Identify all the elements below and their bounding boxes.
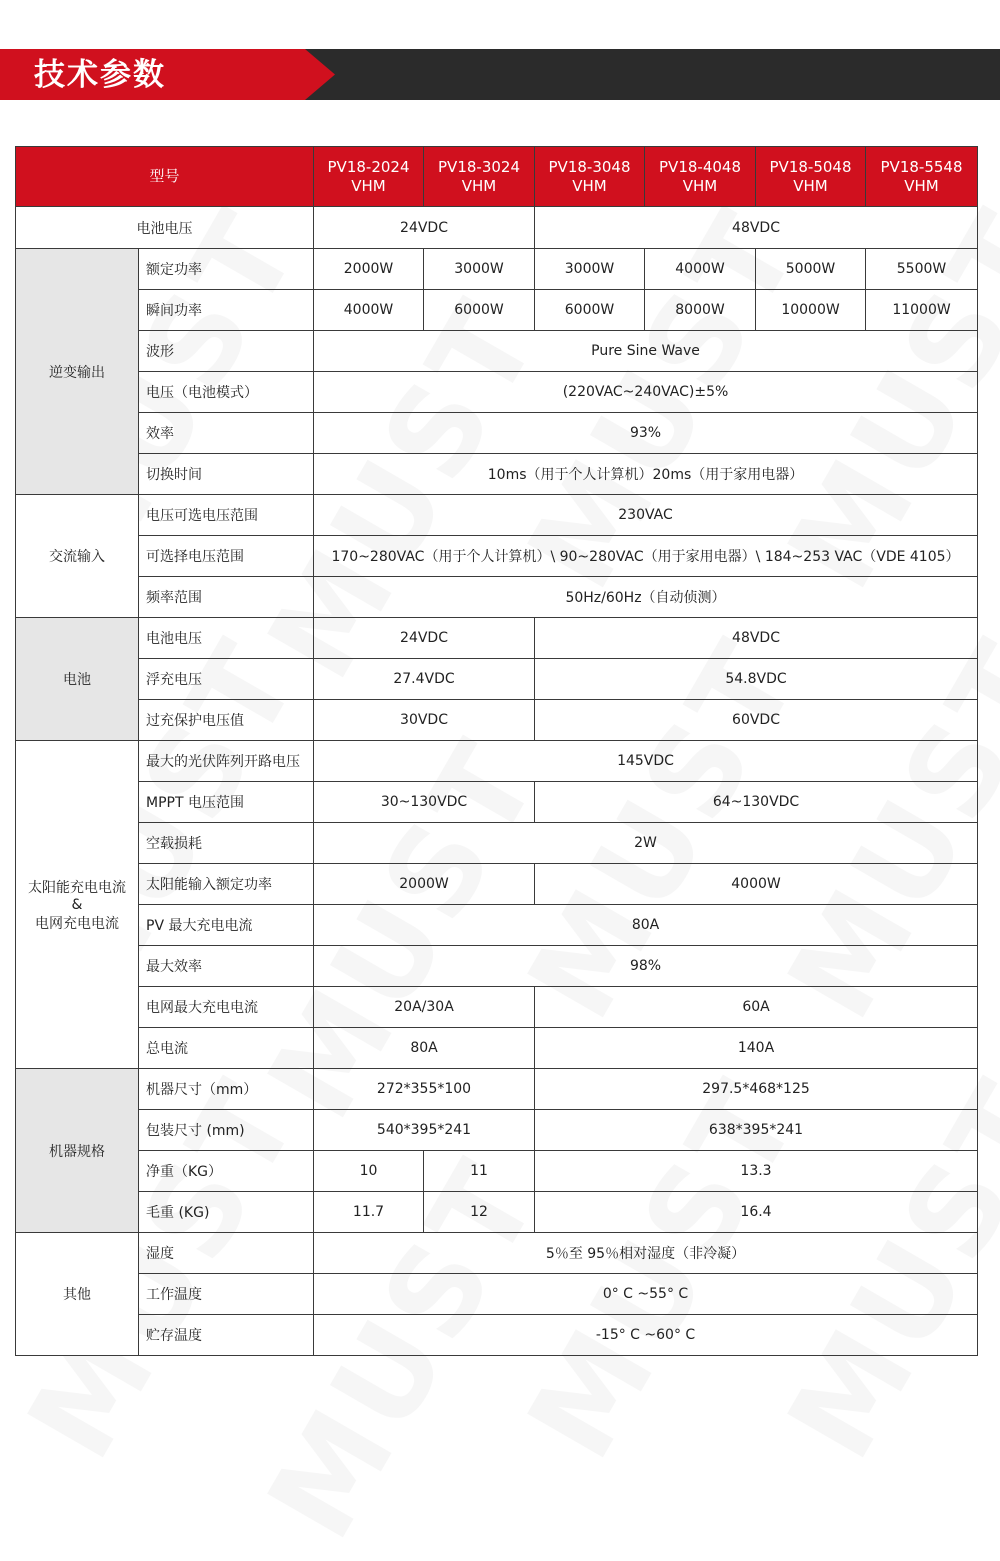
- table-row: [16, 782, 978, 823]
- model-header: PV18-4048 VHM: [645, 147, 756, 207]
- row-label: 电网最大充电电流: [139, 987, 314, 1028]
- row-label: 电压（电池模式）: [139, 372, 314, 413]
- cell-value: 20A/30A: [314, 987, 535, 1028]
- cell-value: 4000W: [645, 249, 756, 290]
- cell-value: 10: [314, 1151, 424, 1192]
- row-label: 工作温度: [139, 1274, 314, 1315]
- row-label: 电压可选电压范围: [139, 495, 314, 536]
- cell-value: 8000W: [645, 290, 756, 331]
- table-row: [16, 577, 978, 618]
- table-row: [16, 618, 978, 659]
- model-label: 型号: [16, 147, 314, 207]
- model-header: PV18-2024 VHM: [314, 147, 424, 207]
- table-row: [16, 864, 978, 905]
- cell-value: 10ms（用于个人计算机）20ms（用于家用电器）: [314, 454, 978, 495]
- cell-value: 80A: [314, 1028, 535, 1069]
- cell-value: 6000W: [535, 290, 645, 331]
- cell-value: 54.8VDC: [535, 659, 978, 700]
- category-inverter: 逆变输出: [16, 249, 139, 495]
- table-row: [16, 741, 978, 782]
- category-solar: 太阳能充电电流 & 电网充电电流: [16, 741, 139, 1069]
- cell-value: 3000W: [424, 249, 535, 290]
- table-row: [16, 495, 978, 536]
- cell-value: 24VDC: [314, 207, 535, 249]
- cell-value: 2000W: [314, 249, 424, 290]
- cell-value: 24VDC: [314, 618, 535, 659]
- table-row: [16, 659, 978, 700]
- table-row: [16, 290, 978, 331]
- model-header: PV18-5048 VHM: [756, 147, 866, 207]
- cell-value: 11.7: [314, 1192, 424, 1233]
- category-machine: 机器规格: [16, 1069, 139, 1233]
- cell-value: 2000W: [314, 864, 535, 905]
- cell-value: 170~280VAC（用于个人计算机）\ 90~280VAC（用于家用电器）\ 184~253 VAC（VDE 4105）: [314, 536, 978, 577]
- cell-value: 60VDC: [535, 700, 978, 741]
- table-row: [16, 1110, 978, 1151]
- cell-value: (220VAC~240VAC)±5%: [314, 372, 978, 413]
- cell-value: 30~130VDC: [314, 782, 535, 823]
- row-label: 毛重 (KG): [139, 1192, 314, 1233]
- cell-value: 93%: [314, 413, 978, 454]
- table-row: [16, 1192, 978, 1233]
- cell-value: 80A: [314, 905, 978, 946]
- cell-value: 48VDC: [535, 207, 978, 249]
- model-header: PV18-5548 VHM: [866, 147, 978, 207]
- table-header-row: [16, 147, 978, 207]
- cell-value: 0° C ~55° C: [314, 1274, 978, 1315]
- table-row: [16, 1315, 978, 1356]
- page-title: 技术参数: [34, 57, 166, 93]
- row-label: 效率: [139, 413, 314, 454]
- table-row: [16, 207, 978, 249]
- table-row: [16, 413, 978, 454]
- table-row: [16, 987, 978, 1028]
- cell-value: 11: [424, 1151, 535, 1192]
- cell-value: 272*355*100: [314, 1069, 535, 1110]
- row-label: 机器尺寸（mm）: [139, 1069, 314, 1110]
- table-row: [16, 372, 978, 413]
- row-label: 太阳能输入额定功率: [139, 864, 314, 905]
- row-label: 总电流: [139, 1028, 314, 1069]
- table-row: [16, 454, 978, 495]
- cell-value: 540*395*241: [314, 1110, 535, 1151]
- category-other: 其他: [16, 1233, 139, 1356]
- row-label: 最大效率: [139, 946, 314, 987]
- cell-value: 6000W: [424, 290, 535, 331]
- row-label: 湿度: [139, 1233, 314, 1274]
- category-battery: 电池: [16, 618, 139, 741]
- cell-value: 48VDC: [535, 618, 978, 659]
- table-row: [16, 536, 978, 577]
- cell-value: Pure Sine Wave: [314, 331, 978, 372]
- category-ac-input: 交流输入: [16, 495, 139, 618]
- row-label: MPPT 电压范围: [139, 782, 314, 823]
- cell-value: 5％至 95％相对湿度（非冷凝）: [314, 1233, 978, 1274]
- spec-table: [15, 146, 978, 1356]
- table-row: [16, 946, 978, 987]
- model-header: PV18-3024 VHM: [424, 147, 535, 207]
- cell-value: 98%: [314, 946, 978, 987]
- table-row: [16, 1028, 978, 1069]
- table-row: [16, 331, 978, 372]
- row-label: 可选择电压范围: [139, 536, 314, 577]
- table-row: [16, 700, 978, 741]
- cell-value: 4000W: [314, 290, 424, 331]
- row-label: 净重（KG）: [139, 1151, 314, 1192]
- table-row: [16, 905, 978, 946]
- row-label: 频率范围: [139, 577, 314, 618]
- cell-value: 60A: [535, 987, 978, 1028]
- row-label: 切换时间: [139, 454, 314, 495]
- row-label: 包装尺寸 (mm): [139, 1110, 314, 1151]
- table-row: [16, 1274, 978, 1315]
- row-label: 贮存温度: [139, 1315, 314, 1356]
- row-label: 过充保护电压值: [139, 700, 314, 741]
- cell-value: 30VDC: [314, 700, 535, 741]
- cell-value: 145VDC: [314, 741, 978, 782]
- row-label: 瞬间功率: [139, 290, 314, 331]
- table-row: [16, 1151, 978, 1192]
- cell-value: 11000W: [866, 290, 978, 331]
- cell-value: 230VAC: [314, 495, 978, 536]
- cell-value: -15° C ~60° C: [314, 1315, 978, 1356]
- row-label: 空载损耗: [139, 823, 314, 864]
- row-label: 最大的光伏阵列开路电压: [139, 741, 314, 782]
- cell-value: 5500W: [866, 249, 978, 290]
- cell-value: 2W: [314, 823, 978, 864]
- row-label: 波形: [139, 331, 314, 372]
- cell-value: 140A: [535, 1028, 978, 1069]
- cell-value: 12: [424, 1192, 535, 1233]
- section-header: [0, 49, 1000, 100]
- cell-value: 5000W: [756, 249, 866, 290]
- model-header: PV18-3048 VHM: [535, 147, 645, 207]
- table-row: [16, 823, 978, 864]
- row-label: 额定功率: [139, 249, 314, 290]
- cell-value: 4000W: [535, 864, 978, 905]
- table-row: [16, 249, 978, 290]
- cell-value: 638*395*241: [535, 1110, 978, 1151]
- row-label: 浮充电压: [139, 659, 314, 700]
- cell-value: 3000W: [535, 249, 645, 290]
- table-row: [16, 1233, 978, 1274]
- cell-value: 13.3: [535, 1151, 978, 1192]
- cell-value: 50Hz/60Hz（自动侦测）: [314, 577, 978, 618]
- cell-value: 297.5*468*125: [535, 1069, 978, 1110]
- cell-value: 27.4VDC: [314, 659, 535, 700]
- cell-value: 64~130VDC: [535, 782, 978, 823]
- row-label: 电池电压: [139, 618, 314, 659]
- cell-value: 16.4: [535, 1192, 978, 1233]
- row-label: 电池电压: [16, 207, 314, 249]
- table-row: [16, 1069, 978, 1110]
- cell-value: 10000W: [756, 290, 866, 331]
- row-label: PV 最大充电电流: [139, 905, 314, 946]
